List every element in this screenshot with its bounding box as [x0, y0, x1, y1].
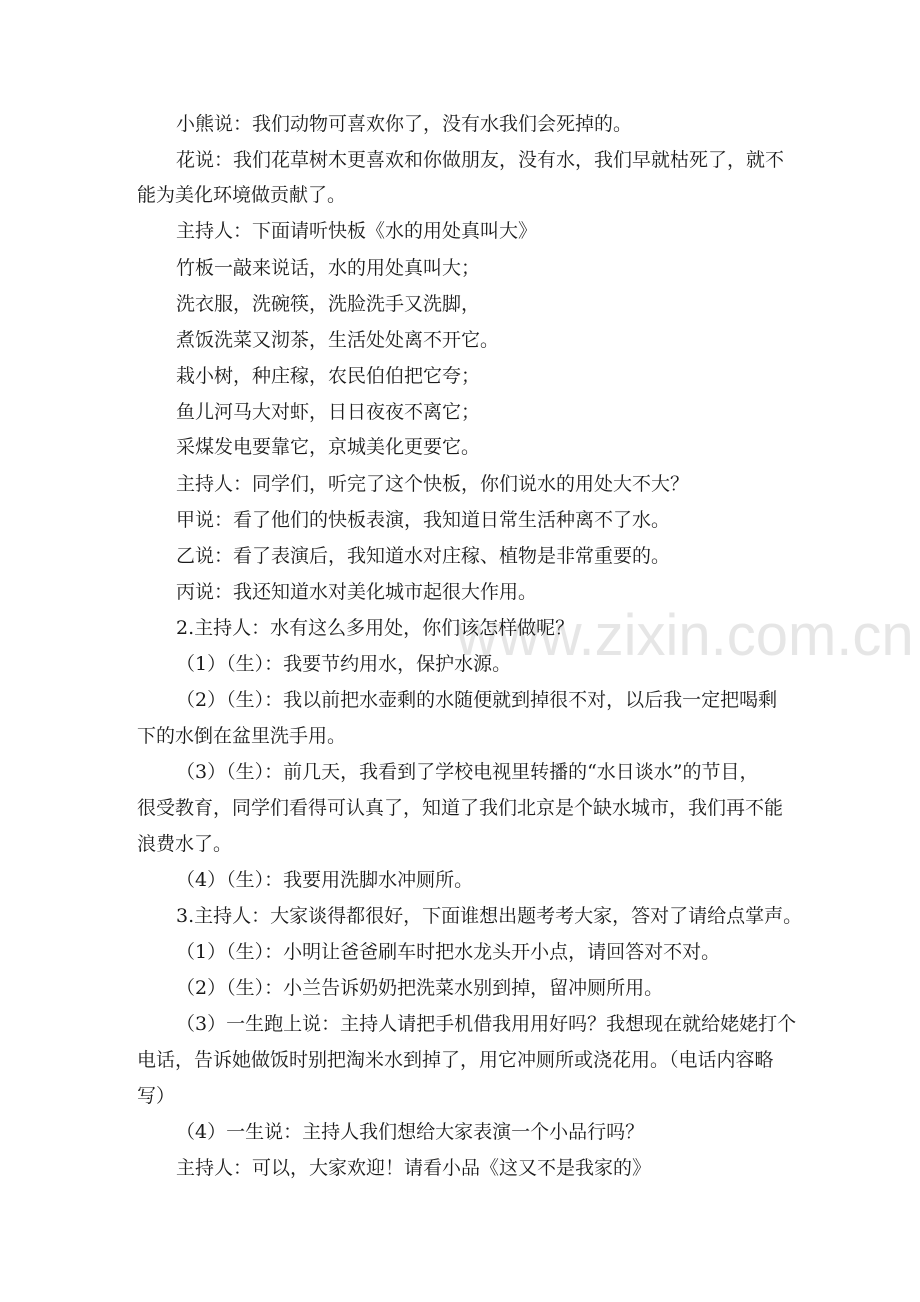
text-line: （1）（生）：小明让爸爸刷车时把水龙头开小点，请回答对不对。: [176, 941, 721, 963]
watermark: www.zixin.com.cn: [456, 603, 914, 668]
text-line: 能为美化环境做贡献了。: [137, 184, 347, 206]
text-line: 竹板一敲来说话，水的用处真叫大；: [176, 257, 481, 279]
text-line: 写）: [137, 1085, 176, 1107]
text-line: 洗衣服，洗碗筷，洗脸洗手又洗脚，: [176, 293, 481, 315]
text-line: 下的水倒在盆里洗手用。: [137, 725, 347, 747]
text-line: 丙说：我还知道水对美化城市起很大作用。: [176, 581, 538, 603]
text-line: 2.主持人：水有这么多用处，你们该怎样做呢？: [176, 617, 575, 639]
text-line: （2）（生）：我以前把水壶剩的水随便就到掉很不对，以后我一定把喝剩: [176, 689, 778, 711]
text-line: 小熊说：我们动物可喜欢你了，没有水我们会死掉的。: [176, 113, 633, 135]
text-line: 很受教育，同学们看得可认真了，知道了我们北京是个缺水城市，我们再不能: [137, 797, 784, 819]
text-line: 乙说：看了表演后，我知道水对庄稼、植物是非常重要的。: [176, 545, 671, 567]
text-line: 主持人：可以，大家欢迎！请看小品《这又不是我家的》: [176, 1157, 652, 1179]
text-line: 甲说：看了他们的快板表演，我知道日常生活种离不了水。: [176, 509, 671, 531]
text-line: 花说：我们花草树木更喜欢和你做朋友，没有水，我们早就枯死了，就不: [176, 149, 785, 171]
text-line: （3）（生）：前几天，我看到了学校电视里转播的“水日谈水”的节目，: [176, 761, 759, 783]
text-line: （4）一生说：主持人我们想给大家表演一个小品行吗？: [176, 1121, 645, 1143]
text-line: （4）（生）：我要用洗脚水冲厕所。: [176, 869, 474, 891]
text-line: 栽小树，种庄稼，农民伯伯把它夸；: [176, 365, 481, 387]
text-line: （3）一生跑上说：主持人请把手机借我用用好吗？我想现在就给姥姥打个: [176, 1013, 797, 1035]
text-line: 鱼儿河马大对虾，日日夜夜不离它；: [176, 401, 481, 423]
text-line: 主持人：同学们，听完了这个快板，你们说水的用处大不大？: [176, 473, 690, 495]
text-line: 3.主持人：大家谈得都很好，下面谁想出题考考大家，答对了请给点掌声。: [176, 905, 803, 927]
text-line: 浪费水了。: [137, 833, 233, 855]
text-line: 电话，告诉她做饭时别把淘米水到掉了，用它冲厕所或浇花用。（电话内容略: [137, 1049, 774, 1071]
text-line: 煮饭洗菜又沏茶，生活处处离不开它。: [176, 329, 500, 351]
text-line: （1）（生）：我要节约用水，保护水源。: [176, 653, 512, 675]
text-line: （2）（生）：小兰告诉奶奶把洗菜水别到掉，留冲厕所用。: [176, 977, 664, 999]
text-line: 采煤发电要靠它，京城美化更要它。: [176, 436, 481, 458]
text-line: 主持人：下面请听快板《水的用处真叫大》: [176, 220, 538, 242]
